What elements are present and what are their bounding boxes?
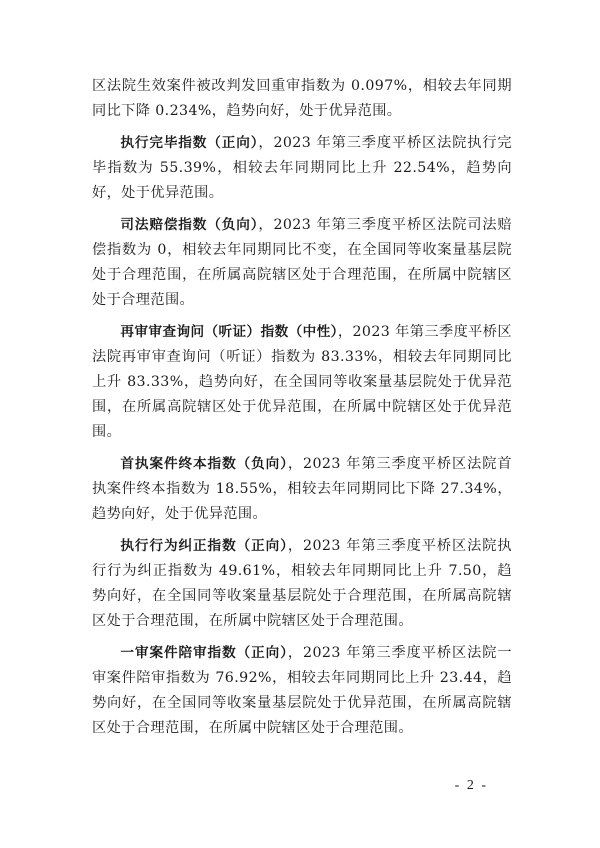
paragraph-judicial-compensation xyxy=(92,213,512,313)
paragraph-judgment-revision xyxy=(92,74,512,124)
paragraph-execution-correction xyxy=(92,534,512,634)
paragraph-first-execution-termination xyxy=(92,452,512,527)
paragraph-text: ，2023 年第三季度平桥区法院再审审查询问（听证）指数为 83.33%，相较去年同期同比上升 83.33%，趋势向好，在全国同等收案量基层院处于优异范围，在所属高院辖区处于优异范围，在所属中院辖区处于优异范围。 xyxy=(92,324,512,440)
document-body xyxy=(92,74,512,748)
paragraph-text: ，2023 年第三季度平桥区法院首执案件终本指数为 18.55%，相较去年同期同比下降 27.34%，趋势向好，处于优异范围。 xyxy=(92,456,512,522)
paragraph-lead: 一审案件陪审指数（正向） xyxy=(120,645,288,661)
paragraph-text: ，2023 年第三季度平桥区法院执行完毕指数为 55.39%，相较去年同期同比上升 22.54%，趋势向好，处于优异范围。 xyxy=(92,135,512,201)
paragraph-jury-participation xyxy=(92,641,512,741)
paragraph-lead: 司法赔偿指数（负向） xyxy=(120,217,259,233)
paragraph-execution-completion xyxy=(92,131,512,206)
paragraph-retrial-hearing xyxy=(92,320,512,445)
paragraph-text: ，2023 年第三季度平桥区法院执行行为纠正指数为 49.61%，相较去年同期同比上升 7.50，趋势向好，在全国同等收案量基层院处于合理范围，在所属高院辖区处于合理范围，在所属中院辖区处于合理范围。 xyxy=(92,538,512,629)
paragraph-text: ，2023 年第三季度平桥区法院司法赔偿指数为 0，相较去年同期同比不变，在全国同等收案量基层院处于合理范围，在所属高院辖区处于合理范围，在所属中院辖区处于合理范围。 xyxy=(92,217,512,308)
paragraph-lead: 执行完毕指数（正向） xyxy=(120,135,259,151)
paragraph-lead: 执行行为纠正指数（正向） xyxy=(120,538,288,554)
paragraph-lead: 首执案件终本指数（负向） xyxy=(120,456,288,472)
paragraph-text: 区法院生效案件被改判发回重审指数为 0.097%，相较去年同期同比下降 0.234%，趋势向好，处于优异范围。 xyxy=(92,78,512,119)
paragraph-text: ，2023 年第三季度平桥区法院一审案件陪审指数为 76.92%，相较去年同期同比上升 23.44，趋势向好，在全国同等收案量基层院处于优异范围，在所属高院辖区处于合理范围，在所属中院辖区处于合理范围。 xyxy=(92,645,512,736)
page-number: - 2 - xyxy=(454,778,488,793)
paragraph-lead: 再审审查询问（听证）指数（中性） xyxy=(120,324,338,340)
